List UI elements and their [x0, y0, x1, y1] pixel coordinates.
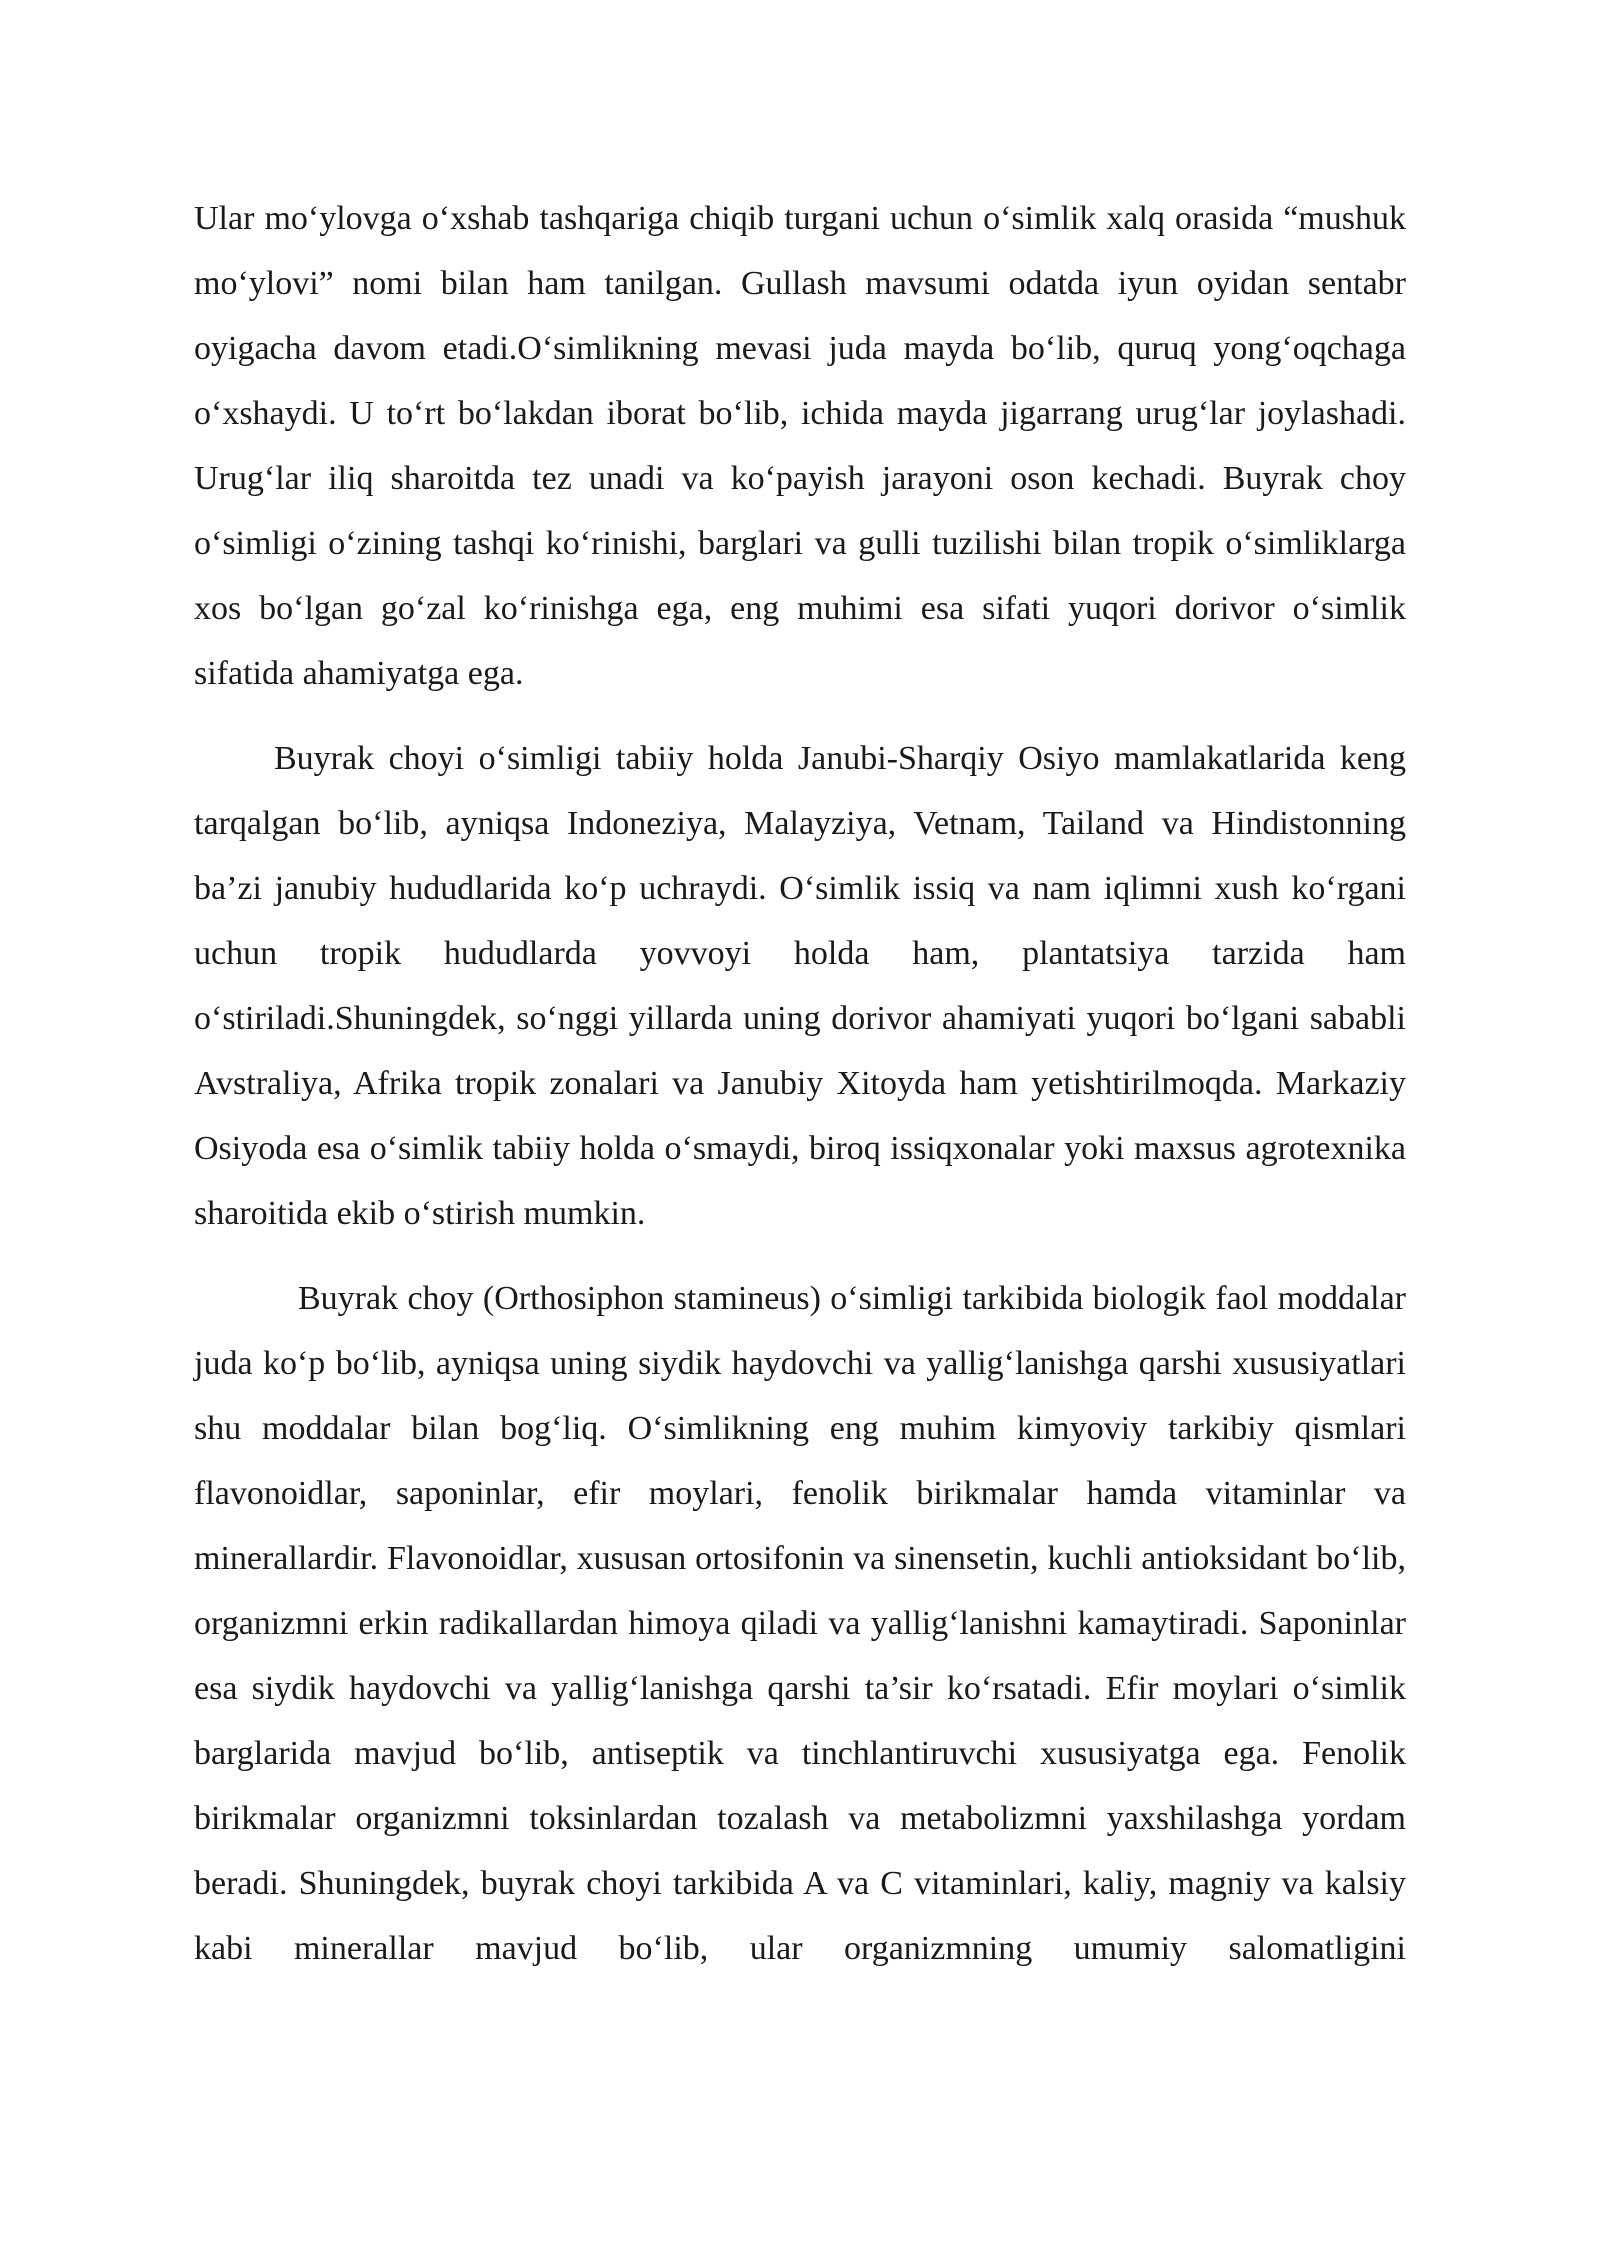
paragraph-2: Buyrak choyi o‘simligi tabiiy holda Janubi-Sharqiy Osiyo mamlakatlarida keng tarqalgan bo‘lib, ayniqsa Indoneziya, Malayziya, Vetnam, Tailand va Hindistonning ba’zi janubiy hududlarida ko‘p uchraydi. O‘simlik issiq va nam iqlimni xush ko‘rgani uchun tropik hududlarda yovvoyi holda ham, plantatsiya tarzida ham o‘stiriladi.Shuningdek, so‘nggi yillarda uning dorivor ahamiyati yuqori bo‘lgani sababli Avstraliya, Afrika tropik zonalari va Janubiy Xitoyda ham yetishtirilmoqda. Markaziy Osiyoda esa o‘simlik tabiiy holda o‘smaydi, biroq issiqxonalar yoki maxsus agrotexnika sharoitida ekib o‘stirish mumkin.: [194, 740, 1406, 1232]
paragraph-1: Ular mo‘ylovga o‘xshab tashqariga chiqib turgani uchun o‘simlik xalq orasida “mushuk mo‘ylovi” nomi bilan ham tanilgan. Gullash mavsumi odatda iyun oyidan sentabr oyigacha davom etadi.O‘simlikning mevasi juda mayda bo‘lib, quruq yong‘oqchaga o‘xshaydi. U to‘rt bo‘lakdan iborat bo‘lib, ichida mayda jigarrang urug‘lar joylashadi. Urug‘lar iliq sharoitda tez unadi va ko‘payish jarayoni oson kechadi. Buyrak choy o‘simligi o‘zining tashqi ko‘rinishi, barglari va gulli tuzilishi bilan tropik o‘simliklarga xos bo‘lgan go‘zal ko‘rinishga ega, eng muhimi esa sifati yuqori dorivor o‘simlik sifatida ahamiyatga ega.: [194, 200, 1406, 692]
paragraph-3: Buyrak choy (Orthosiphon stamineus) o‘simligi tarkibida biologik faol moddalar juda ko‘p bo‘lib, ayniqsa uning siydik haydovchi va yallig‘lanishga qarshi xususiyatlari shu moddalar bilan bog‘liq. O‘simlikning eng muhim kimyoviy tarkibiy qismlari flavonoidlar, saponinlar, efir moylari, fenolik birikmalar hamda vitaminlar va minerallardir. Flavonoidlar, xususan ortosifonin va sinensetin, kuchli antioksidant bo‘lib, organizmni erkin radikallardan himoya qiladi va yallig‘lanishni kamaytiradi. Saponinlar esa siydik haydovchi va yallig‘lanishga qarshi ta’sir ko‘rsatadi. Efir moylari o‘simlik barglarida mavjud bo‘lib, antiseptik va tinchlantiruvchi xususiyatga ega. Fenolik birikmalar organizmni toksinlardan tozalash va metabolizmni yaxshilashga yordam beradi. Shuningdek, buyrak choyi tarkibida A va C vitaminlari, kaliy, magniy va kalsiy kabi minerallar mavjud bo‘lib, ular organizmning umumiy salomatligini: [194, 1280, 1406, 1967]
document-body: [194, 186, 1406, 1981]
